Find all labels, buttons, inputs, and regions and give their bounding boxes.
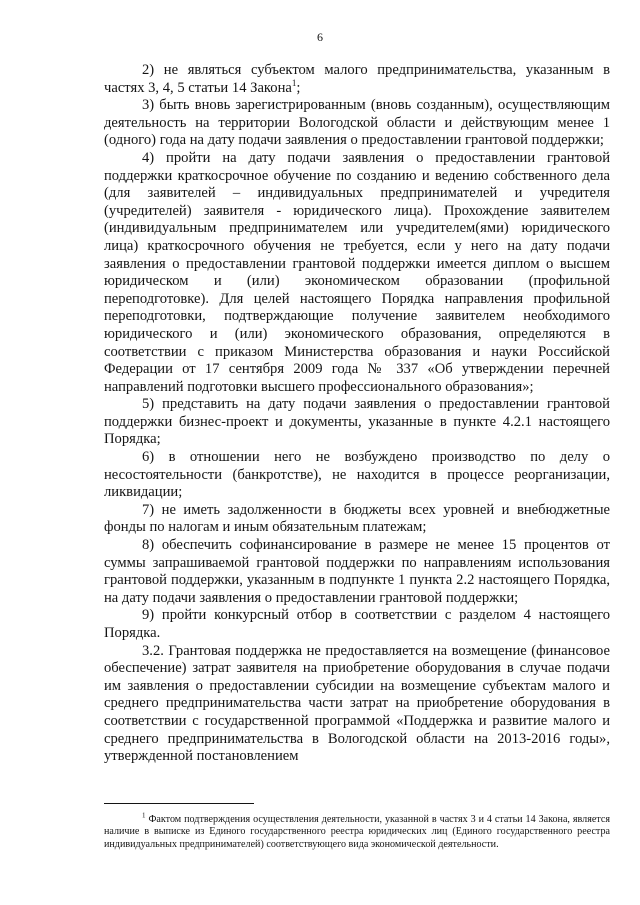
item-6-no-bankruptcy: 6) в отношении него не возбуждено производство по делу о несостоятельности (банкротстве), не находится в процессе реорганизации, ликвидации;	[104, 449, 610, 501]
item-7-no-debts: 7) не иметь задолженности в бюджеты всех уровней и внебюджетные фонды по налогам и иным обязательным платежам;	[104, 501, 610, 536]
item-2-non-small-business	[104, 62, 610, 97]
item-8-cofinancing: 8) обеспечить софинансирование в размере не менее 15 процентов от суммы запрашиваемой грантовой поддержки по направлениям использования грантовой поддержки, указанным в подпункте 1 пункта 2.2 настоящего Порядка, на дату подачи заявления о предоставлении грантовой поддержки;	[104, 537, 610, 606]
page-number: 6	[317, 30, 323, 44]
clause-3-2: 3.2. Грантовая поддержка не предоставляется на возмещение (финансовое обеспечение) затрат заявителя на приобретение оборудования в случае подачи им заявления о предоставлении субсидии на возмещение субъектам малого и среднего предпринимательства части затрат на приобретение оборудования в соответствии с государственной программой «Поддержка и развитие малого и среднего предпринимательства в Вологодской области на 2013-2016 годы», утвержденной постановлением	[104, 642, 610, 765]
footnote-text: Фактом подтверждения осуществления деятельности, указанной в частях 3 и 4 статьи 14 Закона, является наличие в выписке из Единого государственного реестра юридических лиц (Единого государственного реестра индивидуальных предпринимателей) соответствующего вида экономической деятельности.	[104, 814, 610, 850]
footnote	[104, 811, 610, 851]
item-4-training: 4) пройти на дату подачи заявления о предоставлении грантовой поддержки краткосрочное обучение по созданию и ведению собственного дела (для заявителей – индивидуальных предпринимателей и учредителя (учредителей) заявителя - юридического лица). Прохождение заявителем (индивидуальным предпринимателем или учредителем(ями) юридического лица) краткосрочного обучения не требуется, если у него на дату подачи заявления о предоставлении грантовой поддержки имеется диплом о высшем юридическом и (или) экономическом образовании (профильной переподготовке). Для целей настоящего Порядка направления профильной переподготовки, подтверждающие получение заявителем необходимого юридического и (или) экономического образования, определяются в соответствии с приказом Министерства образования и науки Российской Федерации от 17 сентября 2009 года № 337 «Об утверждении перечней направлений подготовки высшего профессионального образования»;	[104, 149, 610, 395]
footnote-divider	[104, 803, 254, 804]
item-2-tail: ;	[296, 79, 301, 96]
item-3-newly-registered: 3) быть вновь зарегистрированным (вновь созданным), осуществляющим деятельность на территории Вологодской области и действующим менее 1 (одного) года на дату подачи заявления о предоставлении грантовой поддержки;	[104, 97, 610, 149]
footnote-reference: 1	[291, 77, 297, 88]
item-2-text: 2) не являться субъектом малого предпринимательства, указанным в частях 3, 4, 5 статьи 14 Закона	[104, 62, 610, 96]
item-5-business-project: 5) представить на дату подачи заявления о предоставлении грантовой поддержки бизнес-проект и документы, указанные в пункте 4.2.1 настоящего Порядка;	[104, 396, 610, 448]
footnote-mark: 1	[142, 811, 146, 820]
main-text	[104, 62, 610, 766]
item-9-competitive-selection: 9) пройти конкурсный отбор в соответствии с разделом 4 настоящего Порядка.	[104, 607, 610, 641]
